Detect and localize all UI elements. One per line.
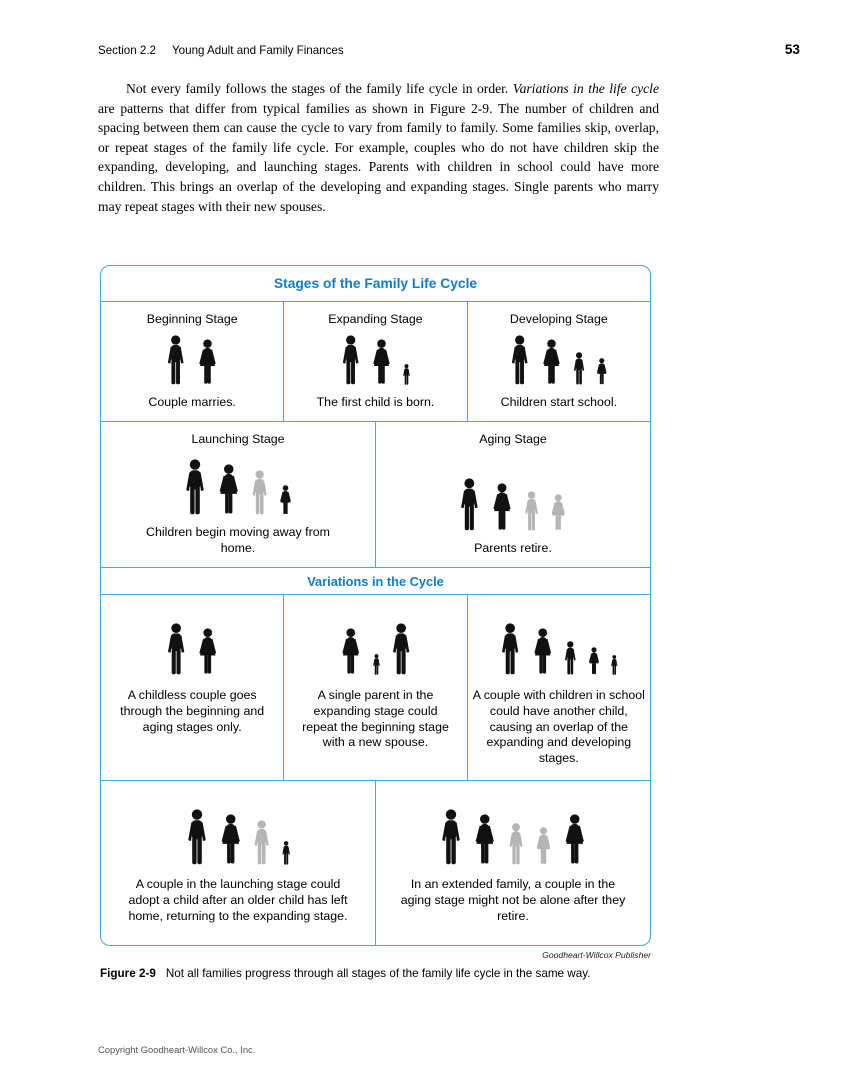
man-figure-icon xyxy=(165,335,186,385)
variations-row-1 xyxy=(101,595,650,781)
stage-caption-aging: Parents retire. xyxy=(474,541,552,556)
variation-cell-adopt xyxy=(101,781,375,945)
woman-figure-icon xyxy=(370,339,393,385)
gray-man-figure-icon xyxy=(523,491,540,531)
variation-icons-childless xyxy=(165,609,220,675)
woman-figure-icon xyxy=(595,358,609,385)
stage-label-aging: Aging Stage xyxy=(479,432,547,446)
man-figure-icon xyxy=(165,623,187,675)
man-figure-icon xyxy=(572,352,586,385)
stage-caption-developing: Children start school. xyxy=(500,395,618,410)
gray-man-figure-icon xyxy=(250,470,269,515)
section-title: Young Adult and Family Finances xyxy=(172,44,344,57)
stage-cell-developing xyxy=(467,302,650,421)
variation-caption-extended-family: In an extended family, a couple in the aging stage might not be alone after they retire. xyxy=(400,877,626,923)
man-figure-icon xyxy=(281,841,291,865)
woman-figure-icon xyxy=(278,485,293,515)
man-figure-icon xyxy=(563,641,578,675)
copyright-footer: Copyright Goodheart-Willcox Co., Inc. xyxy=(98,1044,256,1055)
gray-woman-figure-icon xyxy=(549,494,568,531)
variation-cell-overlap xyxy=(467,595,650,780)
stage-cell-beginning xyxy=(101,302,283,421)
paragraph-italic-term: Variations in the life cycle xyxy=(512,81,659,96)
woman-figure-icon xyxy=(196,628,220,675)
gray-man-figure-icon xyxy=(252,820,271,865)
stage-label-beginning: Beginning Stage xyxy=(146,312,238,326)
variations-heading: Variations in the Cycle xyxy=(101,568,650,595)
family-life-cycle-figure xyxy=(100,265,651,946)
page-header xyxy=(98,42,800,57)
woman-figure-icon xyxy=(562,814,588,865)
woman-figure-icon xyxy=(339,628,363,675)
stage-caption-expanding: The first child is born. xyxy=(316,395,435,410)
section-number: Section 2.2 xyxy=(98,44,157,57)
figure-caption-text: Not all families progress through all stages of the family life cycle in the same way. xyxy=(165,967,591,980)
man-figure-icon xyxy=(340,335,361,385)
woman-figure-icon xyxy=(540,339,563,385)
stage-icons-launching xyxy=(183,446,294,525)
woman-figure-icon xyxy=(490,483,514,531)
stage-label-developing: Developing Stage xyxy=(509,312,608,326)
variation-icons-adopt xyxy=(185,793,291,865)
variation-icons-single-parent xyxy=(339,609,412,675)
woman-figure-icon xyxy=(216,464,242,515)
gray-man-figure-icon xyxy=(507,823,525,865)
figure-caption xyxy=(100,967,665,980)
stage-cell-aging xyxy=(375,422,650,567)
woman-figure-icon xyxy=(531,628,555,675)
stage-caption-beginning: Couple marries. xyxy=(148,395,236,410)
stage-cell-launching xyxy=(101,422,375,567)
body-paragraph xyxy=(98,79,659,216)
variation-caption-childless: A childless couple goes through the beginning and aging stages only. xyxy=(120,688,265,734)
figure-caption-label: Figure 2-9 xyxy=(100,967,156,980)
stage-caption-launching: Children begin moving away from home. xyxy=(146,525,330,556)
page-number: 53 xyxy=(784,42,800,57)
paragraph-text-2: are patterns that differ from typical families as shown in Figure 2-9. The number of children and spacing between them can cause the cycle to vary from family to family. Some families skip, overlap, or repeat stages of the family life cycle. For example, couples who do not have children skip the expanding, developing, and launching stages. Parents with children in school could have more children. This brings an overlap of the developing and expanding stages. Single parents who marry may repeat stages with their new spouses. xyxy=(98,100,659,214)
stage-icons-aging xyxy=(458,446,567,541)
running-head xyxy=(98,44,344,57)
man-figure-icon xyxy=(439,809,463,865)
gray-woman-figure-icon xyxy=(534,827,553,865)
variations-row-2 xyxy=(101,781,650,945)
man-figure-icon xyxy=(183,459,207,515)
variation-caption-overlap: A couple with children in school could have another child, causing an overlap of the expanding and developing stages. xyxy=(472,688,645,766)
woman-figure-icon xyxy=(587,647,601,675)
stage-label-launching: Launching Stage xyxy=(191,432,285,446)
stages-row-1 xyxy=(101,302,650,422)
man-figure-icon xyxy=(499,623,521,675)
variation-icons-extended-family xyxy=(439,793,587,865)
stage-icons-beginning xyxy=(165,326,218,395)
variation-cell-extended-family xyxy=(375,781,650,945)
variation-icons-overlap xyxy=(499,609,618,675)
man-figure-icon xyxy=(509,335,530,385)
man-figure-icon xyxy=(390,623,412,675)
man-figure-icon xyxy=(372,654,381,675)
stage-icons-developing xyxy=(509,326,608,395)
stage-cell-expanding xyxy=(283,302,466,421)
woman-figure-icon xyxy=(218,814,244,865)
variation-cell-single-parent xyxy=(283,595,466,780)
woman-figure-icon xyxy=(472,814,498,865)
woman-figure-icon xyxy=(196,339,219,385)
variation-cell-childless xyxy=(101,595,283,780)
variation-caption-adopt: A couple in the launching stage could adopt a child after an older child has left home, returning to the expanding stage. xyxy=(128,877,348,923)
man-figure-icon xyxy=(185,809,209,865)
man-figure-icon xyxy=(402,364,411,385)
stages-row-2 xyxy=(101,422,650,568)
figure-title: Stages of the Family Life Cycle xyxy=(101,266,650,302)
man-figure-icon xyxy=(610,655,619,675)
variation-caption-single-parent: A single parent in the expanding stage could repeat the beginning stage with a new spouse. xyxy=(302,688,449,750)
paragraph-text-1: Not every family follows the stages of the family life cycle in order. xyxy=(126,81,513,96)
stage-icons-expanding xyxy=(340,326,411,395)
stage-label-expanding: Expanding Stage xyxy=(328,312,423,326)
man-figure-icon xyxy=(458,478,481,531)
figure-credit: Goodheart-Willcox Publisher xyxy=(542,950,651,960)
